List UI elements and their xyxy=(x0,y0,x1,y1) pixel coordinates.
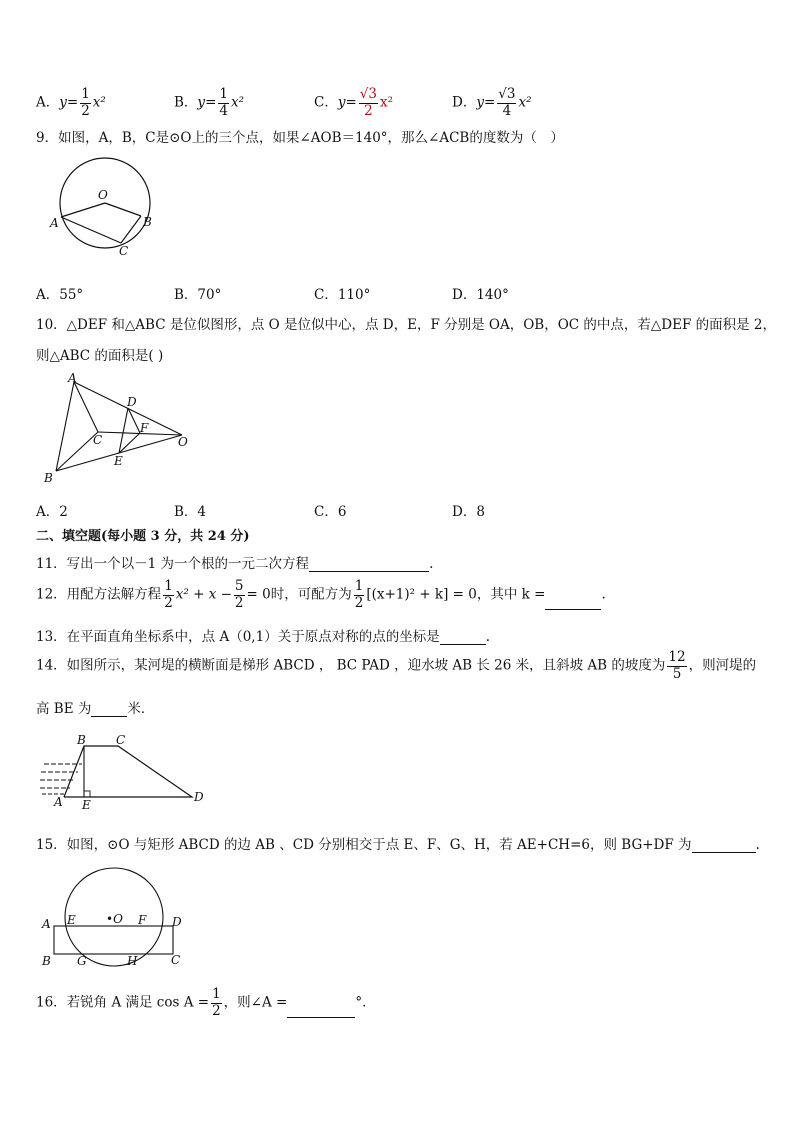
q15-label-a: A xyxy=(42,917,51,931)
q10-text-line2: 则△ABC 的面积是( ) xyxy=(36,348,164,364)
q15-label-d: D xyxy=(172,915,182,929)
q15-rectangle xyxy=(54,926,173,954)
q15-blank xyxy=(692,838,756,853)
q14-label-d: D xyxy=(194,790,204,804)
q8-option-d: D．y= $\frac{√3}{4}$ x² xyxy=(452,86,532,119)
q9-segment-oa xyxy=(61,203,105,217)
q15-label-h: H xyxy=(127,954,138,968)
q10-option-d: D．8 xyxy=(452,504,485,520)
q14-label-b: B xyxy=(77,733,86,747)
q10-option-c: C．6 xyxy=(314,504,347,520)
q9-text: 9．如图，A，B，C是⊙O上的三个点，如果∠AOB＝140°，那么∠ACB的度数为（ ） xyxy=(36,130,564,146)
q10-option-a: A．2 xyxy=(36,504,68,520)
q14-label-e: E xyxy=(82,798,91,812)
q10-label-b: B xyxy=(44,471,53,485)
q15-label-o: •O xyxy=(106,912,123,926)
q14-right-angle xyxy=(84,791,90,797)
q9-option-d: D．140° xyxy=(452,287,509,303)
q8-option-b: B．y= $\frac{1}{4}$ x² xyxy=(174,86,244,119)
q14-line1: 14．如图所示，某河堤的横断面是梯形 ABCD ， BC PAD ，迎水坡 AB 长 26 米，且斜坡 AB 的坡度为 $\frac{12}{5}$ ，则河堤的 xyxy=(36,649,757,682)
q14-label-c: C xyxy=(116,733,126,747)
q9-option-b: B．70° xyxy=(174,287,222,303)
q10-label-c: C xyxy=(93,433,103,447)
q15-label-e: E xyxy=(67,913,76,927)
q9-label-c: C xyxy=(119,244,129,258)
q16: 16．若锐角 A 满足 cos A = $\frac{1}{2}$ ，则∠A = °． xyxy=(36,986,376,1019)
q15-figure xyxy=(38,866,190,970)
q10-text-line1: 10．△DEF 和△ABC 是位似图形，点 O 是位似中心，点 D，E，F 分别是 OA，OB，OC 的中点，若△DEF 的面积是 2， xyxy=(36,317,776,333)
q14-label-a: A xyxy=(54,795,63,809)
q10-label-e: E xyxy=(114,454,123,468)
q9-segment-ac xyxy=(61,217,121,243)
q14-line2: 高 BE 为 米． xyxy=(36,701,155,717)
q10-label-f: F xyxy=(140,421,149,435)
section-fill-in-title: 二、填空题(每小题 3 分，共 24 分) xyxy=(36,529,250,544)
q9-label-o: O xyxy=(98,188,108,202)
q10-segment-ac xyxy=(74,382,98,432)
q10-label-a: A xyxy=(68,371,77,385)
q10-figure xyxy=(40,370,200,490)
q10-segment-ab xyxy=(56,382,74,471)
q13: 13．在平面直角坐标系中，点 A（0,1）关于原点对称的点的坐标是 . xyxy=(36,629,490,645)
q14-blank xyxy=(91,702,127,717)
q9-label-b: B xyxy=(143,215,152,229)
q11-blank xyxy=(309,557,429,572)
q15-label-f: F xyxy=(138,913,147,927)
q8-option-c: C．y= $\frac{√3}{2}$ x² xyxy=(314,86,394,119)
q15-label-b: B xyxy=(42,954,51,968)
q9-segment-bc xyxy=(121,216,141,243)
q12: 12．用配方法解方程 $\frac{1}{2}$ x² + x − $\frac{5}{2}$ = 0时，可配方为 $\frac{1}{2}$ [(x+1)² + k] = 0，其中 k = . xyxy=(36,578,606,611)
q15-label-c: C xyxy=(171,953,181,967)
q11: 11．写出一个以－1 为一个根的一元二次方程 . xyxy=(36,556,434,572)
q9-option-a: A．55° xyxy=(36,287,84,303)
q10-label-o: O xyxy=(178,435,188,449)
q10-label-d: D xyxy=(127,395,137,409)
q15-label-g: G xyxy=(77,954,87,968)
q13-blank xyxy=(440,630,486,645)
q16-blank xyxy=(287,1003,355,1018)
q9-figure xyxy=(48,155,163,260)
q9-option-c: C．110° xyxy=(314,287,371,303)
q14-trapezoid xyxy=(64,746,192,797)
q9-segment-ob xyxy=(105,203,141,216)
q14-figure xyxy=(38,730,213,812)
q12-blank xyxy=(545,595,601,610)
q15: 15．如图，⊙O 与矩形 ABCD 的边 AB 、CD 分别相交于点 E、F、G、H，若 AE+CH=6，则 BG+DF 为 . xyxy=(36,837,760,853)
q8-option-a: A．y= $\frac{1}{2}$ x² xyxy=(36,86,106,119)
q9-label-a: A xyxy=(50,216,59,230)
q10-option-b: B．4 xyxy=(174,504,207,520)
